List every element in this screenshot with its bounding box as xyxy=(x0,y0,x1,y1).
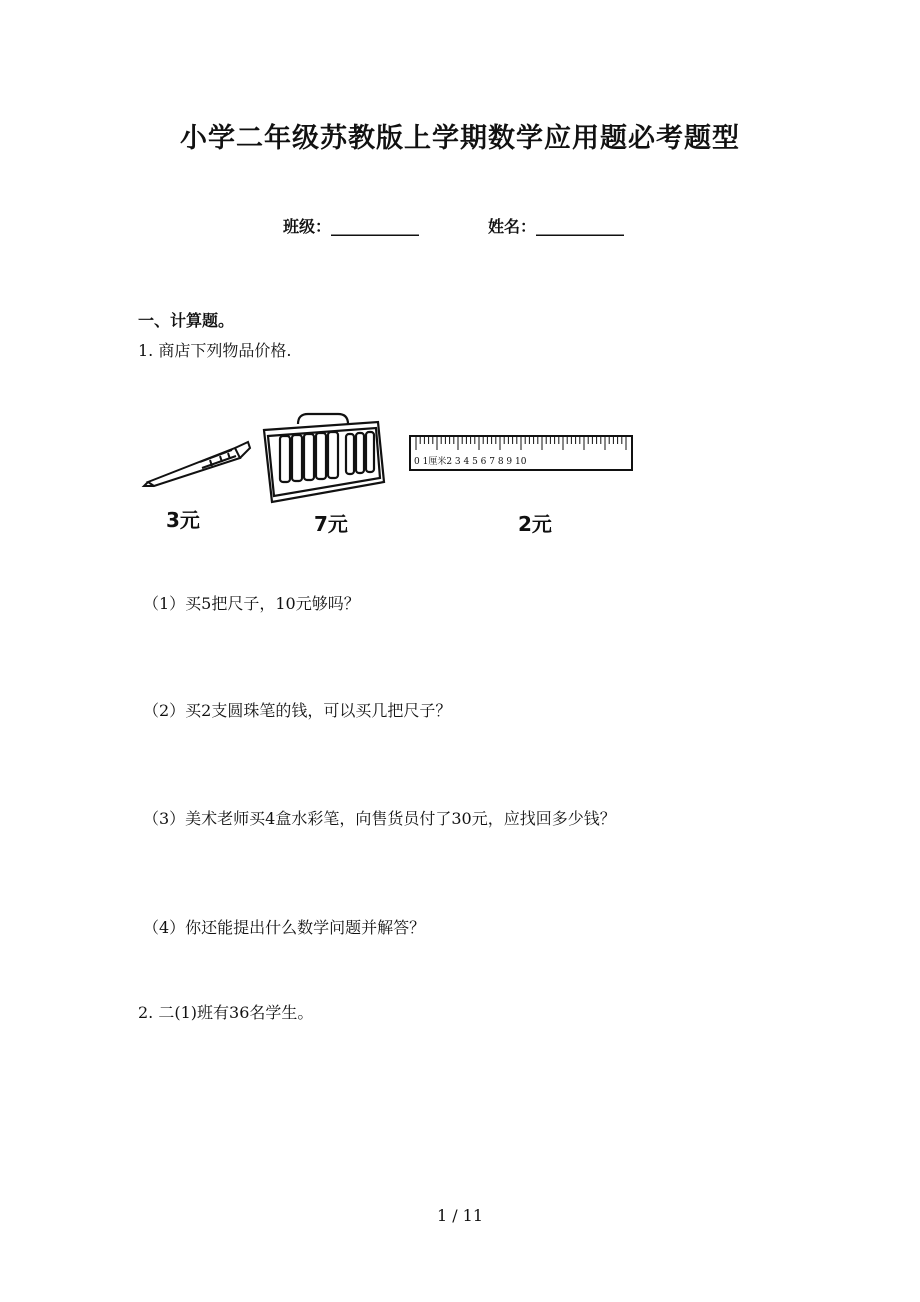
question-1-part-2: （2）买2支圆珠笔的钱，可以买几把尺子？ xyxy=(143,701,452,720)
question-2-stem: 2. 二(1)班有36名学生。 xyxy=(138,1003,314,1022)
watercolor-box-icon xyxy=(258,412,388,504)
question-1-stem: 1. 商店下列物品价格. xyxy=(138,341,292,360)
class-field-label: 班级：___________ xyxy=(283,217,420,236)
name-field-label: 姓名：___________ xyxy=(488,217,625,236)
pen-icon xyxy=(140,430,255,490)
ruler-price: 2元 xyxy=(518,512,552,536)
section-heading: 一、计算题。 xyxy=(138,311,235,330)
page-title: 小学二年级苏教版上学期数学应用题必考题型 xyxy=(180,123,740,154)
pen-price: 3元 xyxy=(166,508,200,532)
ruler-icon xyxy=(408,434,636,474)
page-number: 1 / 11 xyxy=(436,1206,484,1225)
ruler-label: 0 1厘米2 3 4 5 6 7 8 9 10 xyxy=(414,457,527,467)
question-1-part-4: （4）你还能提出什么数学问题并解答？ xyxy=(143,918,426,937)
question-1-part-1: （1）买5把尺子，10元够吗？ xyxy=(143,594,360,613)
question-1-part-3: （3）美术老师买4盒水彩笔，向售货员付了30元，应找回多少钱？ xyxy=(143,809,616,828)
watercolor-box-price: 7元 xyxy=(314,512,348,536)
